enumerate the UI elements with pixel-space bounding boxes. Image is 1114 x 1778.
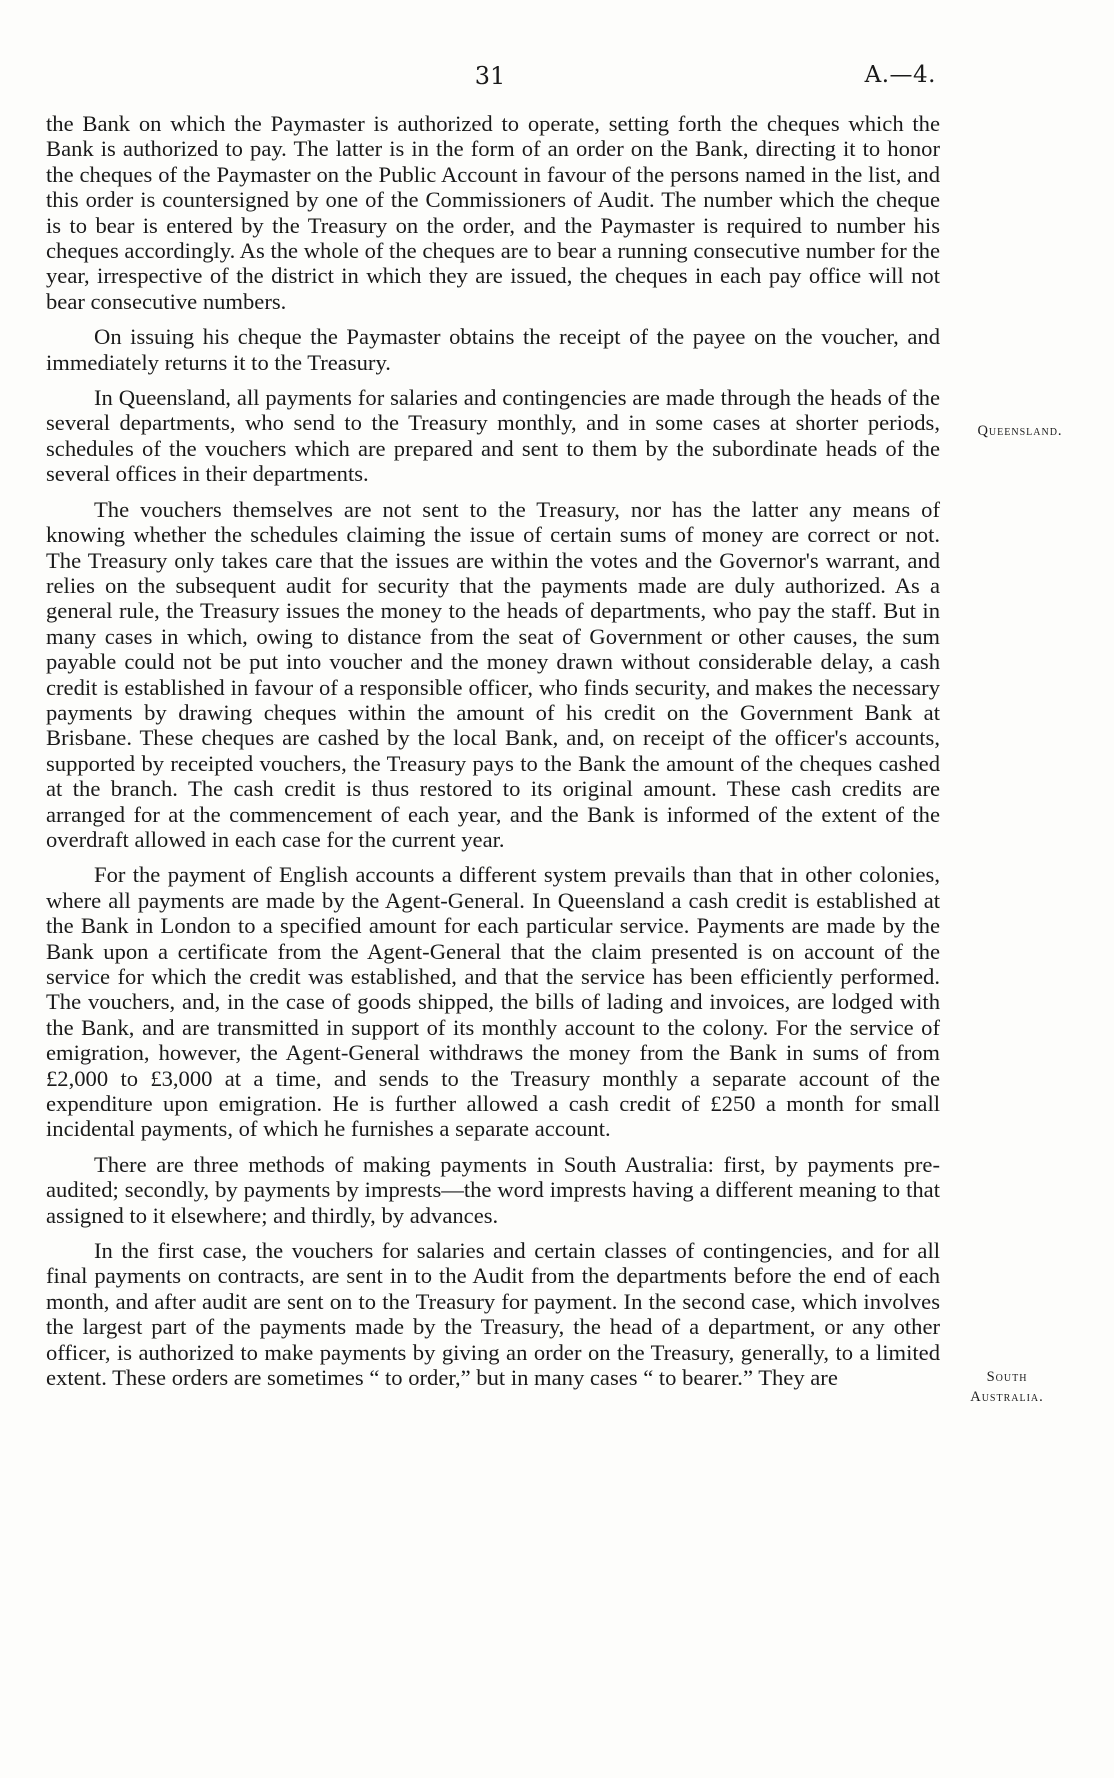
paragraph: The vouchers themselves are not sent to the Treasury, nor has the latter any means of knowing whether the schedules claiming the issue of certain sums of money are correct or not. The Treasury only takes care that the issues are within the votes and the Governor's warrant, and relies on the subsequent audit for security that the payments made are duly authorized. As a general rule, the Treasury issues the money to the heads of departments, who pay the staff. But in many cases in which, owing to distance from the seat of Government or other causes, the sum payable could not be put into voucher and the money drawn without considerable delay, a cash credit is established in favour of a responsible officer, who finds security, and makes the necessary payments by drawing cheques within the amount of his credit on the Government Bank at Brisbane. These cheques are cashed by the local Bank, and, on receipt of the officer's accounts, supported by receipted vouchers, the Treasury pays to the Bank the amount of the cheques cashed at the branch. The cash credit is thus restored to its original amount. These cash credits are arranged for at the commencement of each year, and the Bank is informed of the extent of the overdraft allowed in each case for the current year. (46, 496, 940, 852)
page-number: 31 (474, 62, 506, 90)
paragraph: For the payment of English accounts a different system prevails than that in other colonies, where all payments are made by the Agent-General. In Queensland a cash credit is established at the Bank in London to a specified amount for each particular service. Payments are made by the Bank upon a certificate from the Agent-General that the claim presented is on account of the service for which the credit was established, and that the service has been efficiently performed. The vouchers, and, in the case of goods shipped, the bills of lading and invoices, are lodged with the Bank, and are transmitted in support of its monthly account to the colony. For the service of emigration, however, the Agent-General withdraws the money from the Bank in sums of from £2,000 to £3,000 at a time, and sends to the Treasury monthly a separate account of the expenditure upon emigration. He is further allowed a cash credit of £250 a month for small incidental payments, of which he furnishes a separate account. (46, 862, 940, 1142)
page-code: A.—4. (864, 62, 936, 88)
side-note-line: Australia. (970, 1389, 1044, 1405)
body-text (46, 111, 940, 1401)
side-note-line: South (986, 1369, 1028, 1385)
paragraph: There are three methods of making payments in South Australia: first, by payments pre-audited; secondly, by payments by imprests—the word imprests having a different meaning to that assigned to it elsewhere; and thirdly, by advances. (46, 1151, 940, 1228)
paragraph: the Bank on which the Paymaster is authorized to operate, setting forth the cheques which the Bank is authorized to pay. The latter is in the form of an order on the Bank, directing it to honor the cheques of the Paymaster on the Public Account in favour of the persons named in the list, and this order is countersigned by one of the Commissioners of Audit. The number which the cheque is to bear is entered by the Treasury on the order, and the Paymaster is required to number his cheques accordingly. As the whole of the cheques are to bear a running consecutive number for the year, irrespective of the district in which they are issued, the cheques in each pay office will not bear consecutive numbers. (46, 111, 940, 314)
paragraph: On issuing his cheque the Paymaster obtains the receipt of the payee on the voucher, and immediately returns it to the Treasury. (46, 324, 940, 375)
paragraph: In Queensland, all payments for salaries and contingencies are made through the heads of the several departments, who send to the Treasury monthly, and in some cases at shorter periods, schedules of the vouchers which are prepared and sent to them by the subordinate heads of the several offices in their departments. (46, 385, 940, 487)
paragraph: In the first case, the vouchers for salaries and certain classes of contingencies, and for all final payments on contracts, are sent in to the Audit from the departments before the end of each month, and after audit are sent on to the Treasury for payment. In the second case, which involves the largest part of the payments made by the Treasury, the head of a department, or any other officer, is authorized to make payments by giving an order on the Treasury, generally, to a limited extent. These orders are sometimes “ to order,” but in many cases “ to bearer.” They are (46, 1238, 940, 1391)
side-note-queensland: Queensland. (977, 423, 1063, 439)
side-note-south-australia (952, 1367, 1062, 1407)
